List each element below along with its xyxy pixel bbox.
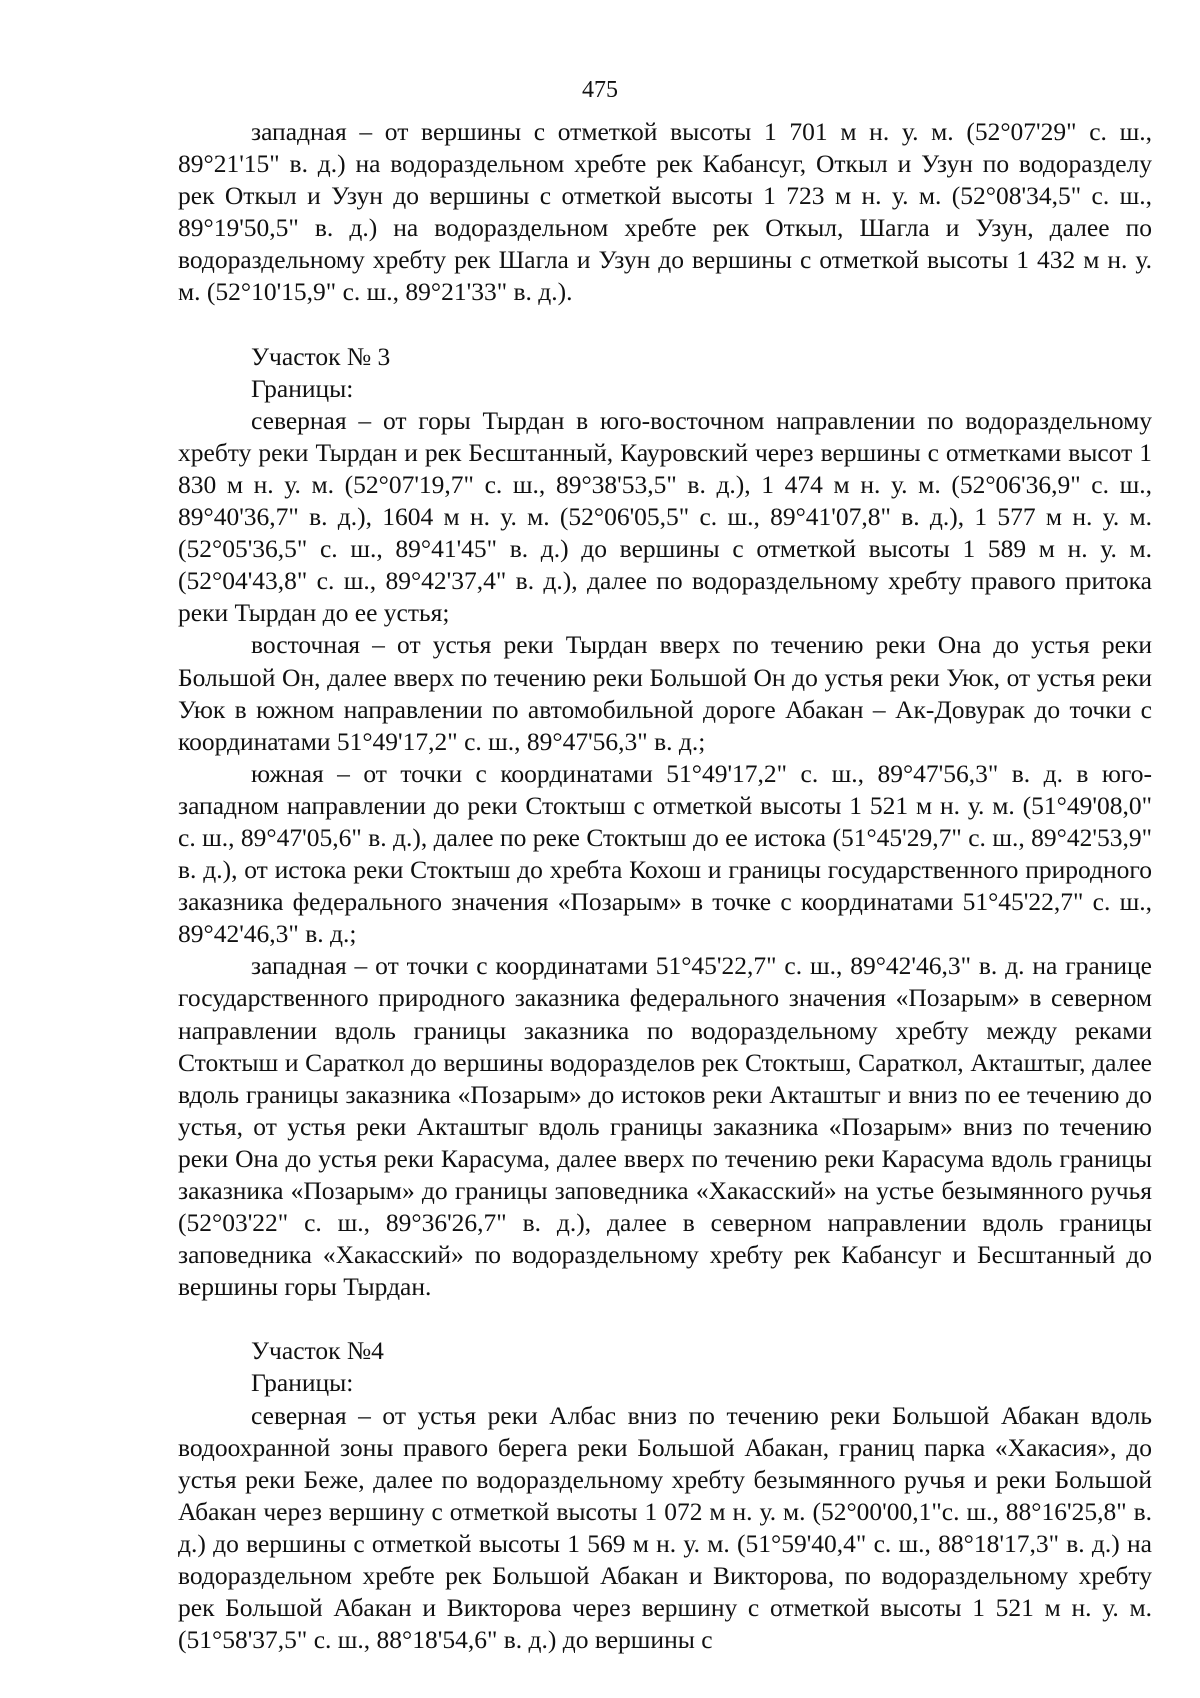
paragraph-north-boundary-section-4: северная – от устья реки Албас вниз по течению реки Большой Абакан вдоль водоохранной зоны правого берега реки Большой Абакан, границ парка «Хакасия», до устья реки Беже, далее по водораздельному хребту безымянного ручья и реки Большой Абакан через вершину с отметкой высоты 1 072 м н. у. м. (52°00'00,1"с. ш., 88°16'25,8" в. д.) до вершины с отметкой высоты 1 569 м н. у. м. (51°59'40,4" с. ш., 88°18'17,3" в. д.) на водораздельном хребте рек Большой Абакан и Викторова, по водораздельному хребту рек Большой Абакан и Викторова через вершину с отметкой высоты 1 521 м н. у. м. (51°58'37,5" с. ш., 88°18'54,6" в. д.) до вершины с: [178, 1400, 1152, 1655]
boundaries-label-3: Границы:: [251, 373, 354, 403]
page-number: 475: [582, 77, 618, 103]
paragraph-east-boundary-section-3: восточная – от устья реки Тырдан вверх по течению реки Она до устья реки Большой Он, далее вверх по течению реки Большой Он до устья реки Уюк, от устья реки Уюк в южном направлении по автомобильной дороге Абакан – Ак-Довурак до точки с координатами 51°49'17,2" с. ш., 89°47'56,3" в. д.;: [178, 630, 1152, 756]
paragraph-west-boundary-section-3: западная – от точки с координатами 51°45'22,7" с. ш., 89°42'46,3" в. д. на границе государственного природного заказника федерального значения «Позарым» в северном направлении вдоль границы заказника по водораздельному хребту между реками Стоктыш и Сараткол до вершины водоразделов рек Стоктыш, Сараткол, Акташтыг, далее вдоль границы заказника «Позарым» до истоков реки Акташтыг и вниз по ее течению до устья, от устья реки Акташтыг вдоль границы заказника «Позарым» вниз по течению реки Она до устья реки Карасума, далее вверх по течению реки Карасума вдоль границы заказника «Позарым» до границы заповедника «Хакасский» на устье безымянного ручья (52°03'22" с. ш., 89°36'26,7" в. д.), далее в северном направлении вдоль границы заповедника «Хакасский» по водораздельному хребту рек Кабансуг и Бесштанный до вершины горы Тырдан.: [178, 951, 1152, 1302]
document-body: [178, 116, 1152, 1656]
paragraph-west-boundary-section-2: западная – от вершины с отметкой высоты 1 701 м н. у. м. (52°07'29" с. ш., 89°21'15" в. д.) на водораздельном хребте рек Кабансуг, Откыл и Узун по водоразделу рек Откыл и Узун до вершины с отметкой высоты 1 723 м н. у. м. (52°08'34,5" с. ш., 89°19'50,5" в. д.) на водораздельном хребте рек Откыл, Шагла и Узун, далее по водораздельному хребту рек Шагла и Узун до вершины с отметкой высоты 1 432 м н. у. м. (52°10'15,9" с. ш., 89°21'33" в. д.).: [178, 117, 1152, 307]
paragraph-north-boundary-section-3: северная – от горы Тырдан в юго-восточном направлении по водораздельному хребту реки Тырдан и рек Бесштанный, Кауровский через вершины с отметками высот 1 830 м н. у. м. (52°07'19,7" с. ш., 89°38'53,5" в. д.), 1 474 м н. у. м. (52°06'36,9" с. ш., 89°40'36,7" в. д.), 1604 м н. у. м. (52°06'05,5" с. ш., 89°41'07,8" в. д.), 1 577 м н. у. м. (52°05'36,5" с. ш., 89°41'45" в. д.) до вершины с отметкой высоты 1 589 м н. у. м. (52°04'43,8" с. ш., 89°42'37,4" в. д.), далее по водораздельному хребту правого притока реки Тырдан до ее устья;: [178, 405, 1152, 628]
paragraph-south-boundary-section-3: южная – от точки с координатами 51°49'17,2" с. ш., 89°47'56,3" в. д. в юго-западном направлении до реки Стоктыш с отметкой высоты 1 521 м н. у. м. (51°49'08,0" с. ш., 89°47'05,6" в. д.), далее по реке Стоктыш до ее истока (51°45'29,7" с. ш., 89°42'53,9" в. д.), от истока реки Стоктыш до хребта Кохош и границы государственного природного заказника федерального значения «Позарым» в точке с координатами 51°45'22,7" с. ш., 89°42'46,3" в. д.;: [178, 758, 1152, 949]
section-heading-3: Участок № 3: [251, 341, 391, 371]
boundaries-label-4: Границы:: [251, 1368, 354, 1398]
section-heading-4: Участок №4: [251, 1336, 384, 1366]
